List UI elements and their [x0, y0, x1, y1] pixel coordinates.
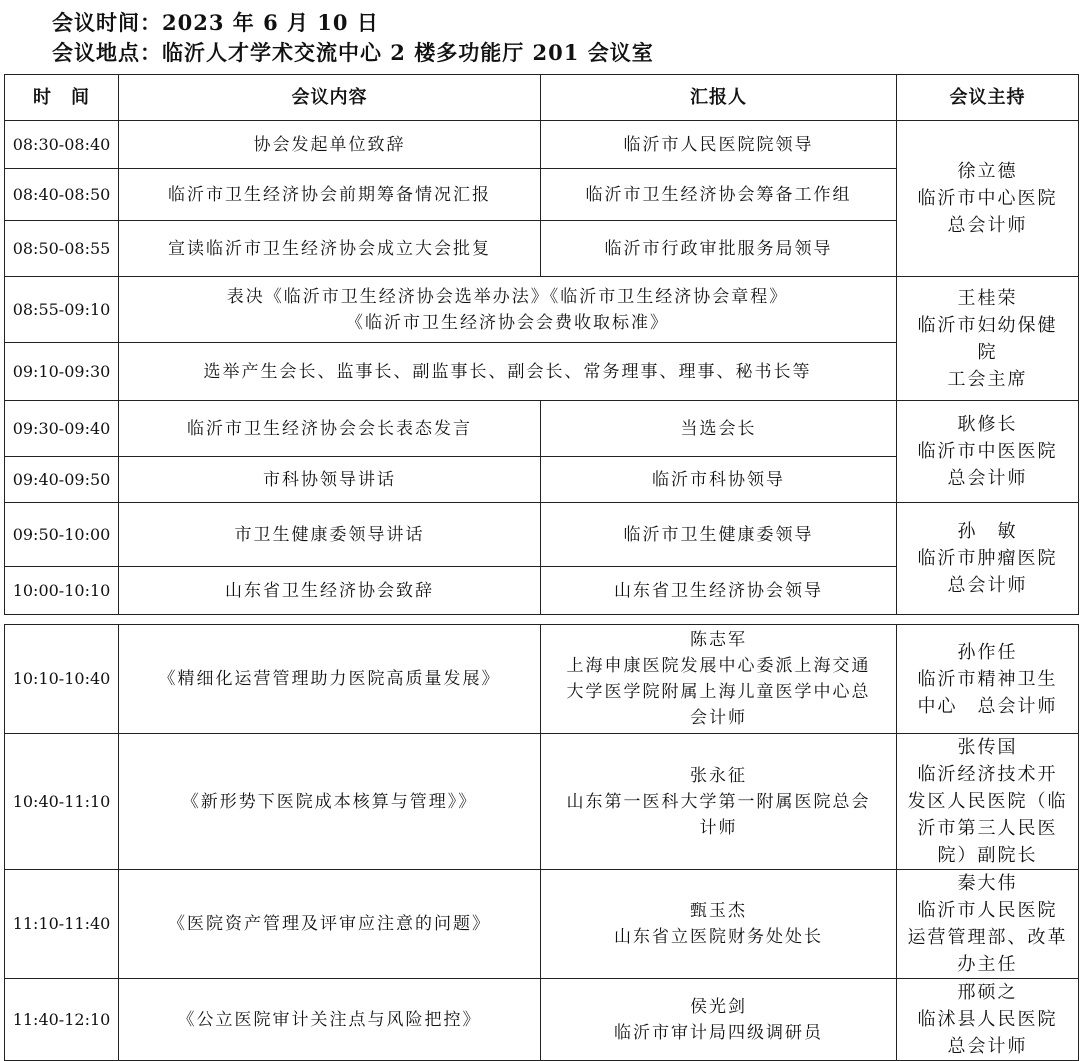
- row-content: 市科协领导讲话: [119, 457, 541, 503]
- host-line: 沂市第三人民医: [917, 818, 1058, 839]
- host-cell: [897, 625, 1079, 734]
- row-time: 10:40-11:10: [5, 734, 119, 870]
- row-reporter: 山东省卫生经济协会领导: [541, 567, 897, 615]
- reporter-line: 甄玉杰: [690, 901, 747, 921]
- reporter-line: 侯光剑: [690, 996, 747, 1017]
- host-line: 耿修长: [957, 414, 1018, 435]
- host-line: 总会计师: [947, 1036, 1028, 1057]
- table-row: [5, 121, 1079, 169]
- reporter-line: 会计师: [690, 708, 747, 728]
- row-content: 《公立医院审计关注点与风险把控》: [119, 979, 541, 1061]
- host-line: 孙 敏: [957, 521, 1018, 542]
- host-line: 孙作任: [957, 641, 1018, 663]
- row-reporter: [541, 734, 897, 870]
- host-line: 临沂市精神卫生: [917, 668, 1058, 690]
- row-content: 《新形势下医院成本核算与管理》》: [119, 734, 541, 870]
- reporter-line: 陈志军: [690, 630, 747, 650]
- table-row: [5, 503, 1079, 567]
- content-line: 表决《临沂市卫生经济协会选举办法》《临沂市卫生经济协会章程》: [226, 286, 789, 307]
- row-reporter: 临沂市行政审批服务局领导: [541, 221, 897, 277]
- row-time: 08:55-09:10: [5, 277, 119, 343]
- reporter-line: 张永征: [690, 765, 747, 786]
- reporter-line: 临沂市审计局四级调研员: [614, 1022, 823, 1043]
- meeting-header: [52, 8, 654, 68]
- row-content: 《医院资产管理及评审应注意的问题》: [119, 870, 541, 979]
- table-header-row: [5, 75, 1079, 121]
- host-line: 张传国: [957, 737, 1018, 758]
- host-line: 院）副院长: [937, 845, 1038, 866]
- col-header-reporter: 汇报人: [541, 75, 897, 121]
- reporter-line: 山东第一医科大学第一附属医院总会: [566, 791, 871, 812]
- agenda-table-1: [4, 74, 1079, 615]
- row-time: 09:10-09:30: [5, 343, 119, 401]
- row-content: 临沂市卫生经济协会会长表态发言: [119, 401, 541, 457]
- row-time: 10:00-10:10: [5, 567, 119, 615]
- host-line: 临沂市妇幼保健: [917, 314, 1058, 336]
- row-time: 11:10-11:40: [5, 870, 119, 979]
- host-line: 临沂市中医医院: [917, 441, 1058, 462]
- reporter-line: 上海申康医院发展中心委派上海交通: [566, 656, 871, 676]
- reporter-line: 山东省立医院财务处处长: [614, 927, 823, 947]
- row-time: 09:30-09:40: [5, 401, 119, 457]
- host-line: 临沂市人民医院: [917, 900, 1058, 921]
- host-line: 秦大伟: [957, 873, 1018, 894]
- row-reporter: [541, 870, 897, 979]
- host-line: 临沂经济技术开: [917, 764, 1058, 785]
- row-reporter: [541, 625, 897, 734]
- row-content: 宣读临沂市卫生经济协会成立大会批复: [119, 221, 541, 277]
- table-row: [5, 979, 1079, 1061]
- host-line: 运营管理部、改革: [907, 927, 1068, 948]
- row-content: 山东省卫生经济协会致辞: [119, 567, 541, 615]
- table-row: [5, 734, 1079, 870]
- reporter-line: 大学医学院附属上海儿童医学中心总: [566, 682, 871, 702]
- host-cell: [897, 121, 1079, 277]
- host-line: 邢硕之: [957, 982, 1018, 1003]
- host-line: 总会计师: [947, 468, 1028, 489]
- row-time: 11:40-12:10: [5, 979, 119, 1061]
- reporter-line: 计师: [699, 817, 738, 838]
- col-header-content: 会议内容: [119, 75, 541, 121]
- row-content: 协会发起单位致辞: [119, 121, 541, 169]
- meeting-time: 会议时间：2023 年 6 月 10 日: [52, 10, 379, 35]
- row-reporter: 当选会长: [541, 401, 897, 457]
- col-header-time: 时 间: [5, 75, 119, 121]
- table-row: [5, 277, 1079, 343]
- row-content: 临沂市卫生经济协会前期筹备情况汇报: [119, 169, 541, 221]
- host-line: 中心 总会计师: [917, 695, 1058, 717]
- row-reporter: 临沂市卫生经济协会筹备工作组: [541, 169, 897, 221]
- table-row: [5, 625, 1079, 734]
- row-time: 08:40-08:50: [5, 169, 119, 221]
- host-cell: [897, 979, 1079, 1061]
- host-cell: [897, 401, 1079, 503]
- row-reporter: 临沂市人民医院院领导: [541, 121, 897, 169]
- row-content: [119, 277, 897, 343]
- row-time: 09:40-09:50: [5, 457, 119, 503]
- host-line: 临沂市中心医院: [917, 188, 1058, 209]
- agenda-table-2: [4, 624, 1079, 1061]
- host-line: 总会计师: [947, 215, 1028, 236]
- row-time: 08:50-08:55: [5, 221, 119, 277]
- row-reporter: 临沂市科协领导: [541, 457, 897, 503]
- host-cell: [897, 870, 1079, 979]
- host-line: 徐立德: [957, 161, 1018, 182]
- host-line: 工会主席: [947, 368, 1028, 390]
- row-time: 10:10-10:40: [5, 625, 119, 734]
- table-row: [5, 401, 1079, 457]
- host-line: 王桂荣: [957, 287, 1018, 309]
- host-line: 发区人民医院（临: [907, 791, 1068, 812]
- host-cell: [897, 734, 1079, 870]
- content-line: 《临沂市卫生经济协会会费收取标准》: [346, 312, 669, 333]
- host-line: 临沂市肿瘤医院: [917, 548, 1058, 569]
- table-row: [5, 870, 1079, 979]
- host-line: 总会计师: [947, 575, 1028, 596]
- row-content: 《精细化运营管理助力医院高质量发展》: [119, 625, 541, 734]
- meeting-place: 会议地点：临沂人才学术交流中心 2 楼多功能厅 201 会议室: [52, 40, 654, 65]
- row-time: 09:50-10:00: [5, 503, 119, 567]
- row-time: 08:30-08:40: [5, 121, 119, 169]
- host-cell: [897, 277, 1079, 401]
- host-line: 办主任: [957, 954, 1018, 975]
- row-content: 市卫生健康委领导讲话: [119, 503, 541, 567]
- host-cell: [897, 503, 1079, 615]
- host-line: 临沭县人民医院: [917, 1009, 1058, 1030]
- row-reporter: 临沂市卫生健康委领导: [541, 503, 897, 567]
- row-reporter: [541, 979, 897, 1061]
- row-content: 选举产生会长、监事长、副监事长、副会长、常务理事、理事、秘书长等: [119, 343, 897, 401]
- host-line: 院: [977, 341, 998, 363]
- col-header-host: 会议主持: [897, 75, 1079, 121]
